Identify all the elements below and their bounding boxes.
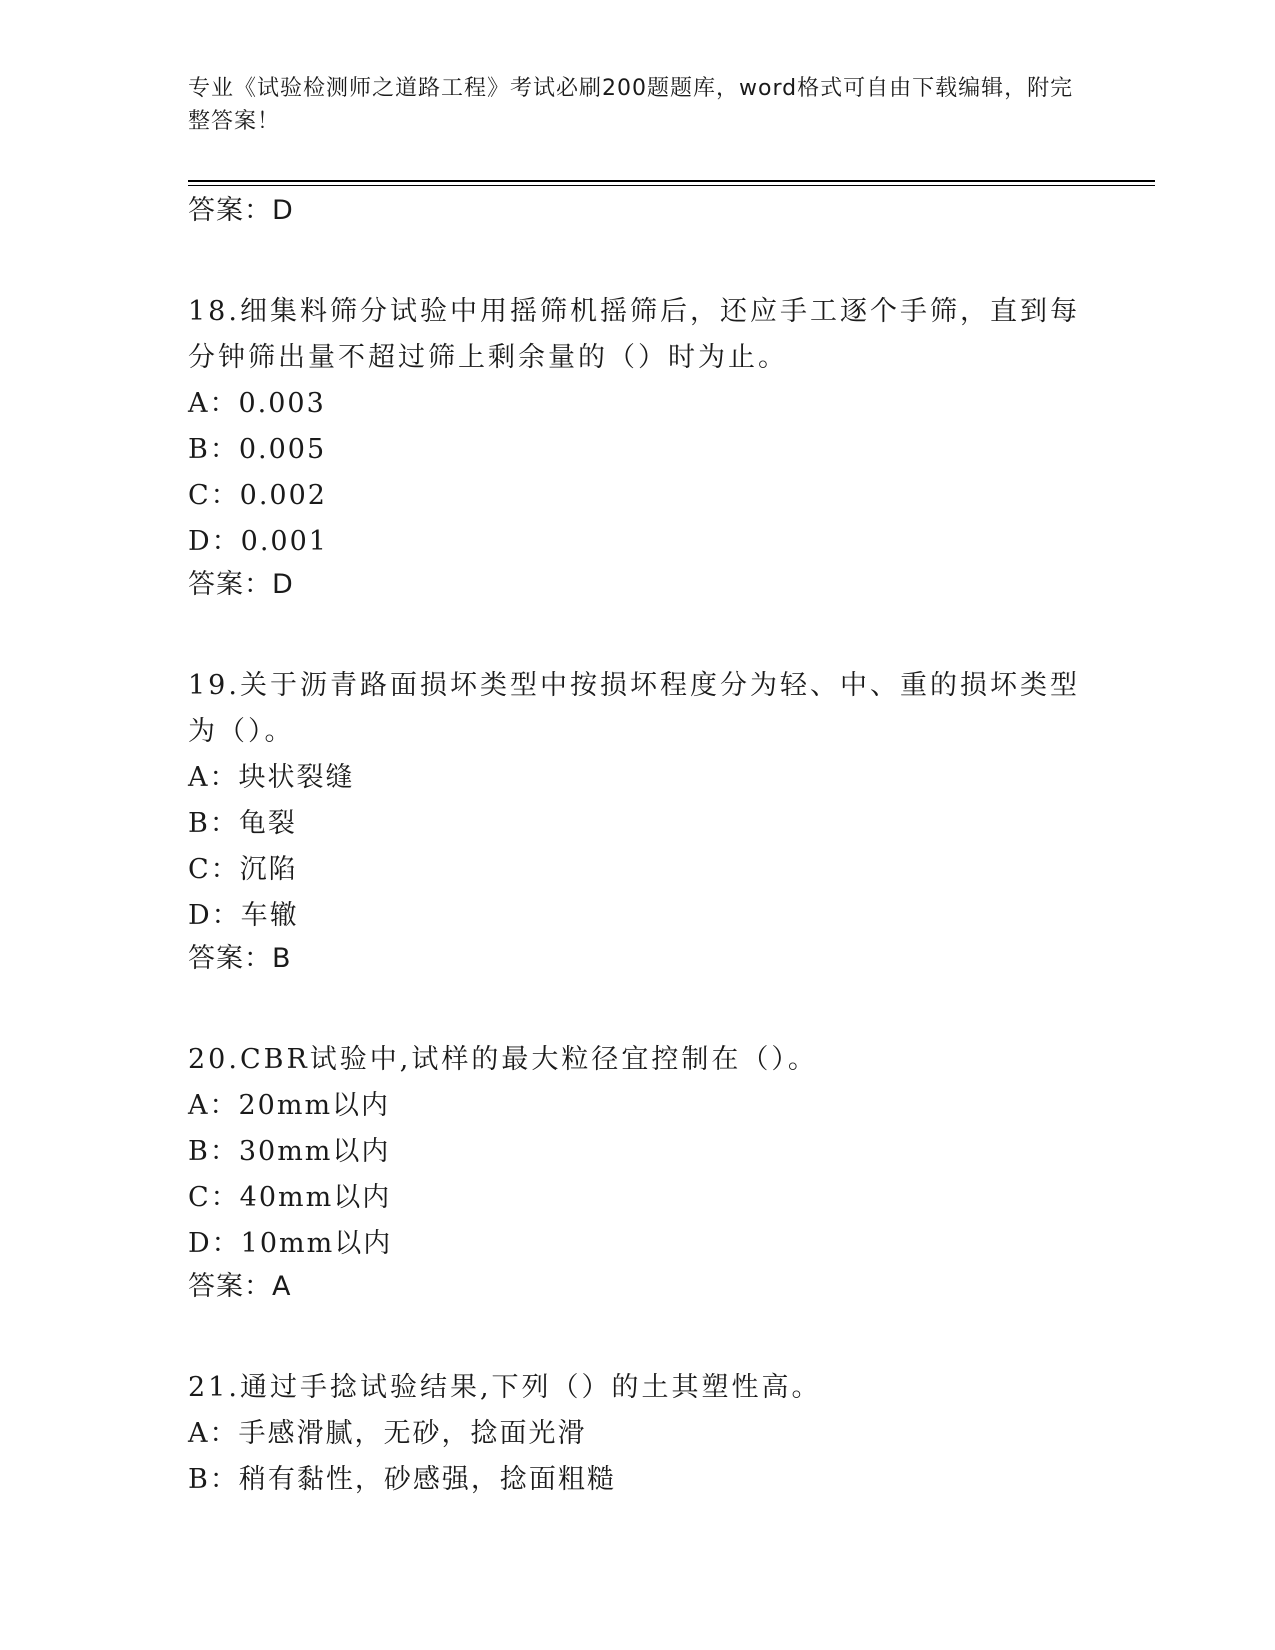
page-header: 专业《试验检测师之道路工程》考试必刷200题题库，word格式可自由下载编辑，附完整答案！ [188,76,1074,134]
question-20 [188,1037,1088,1305]
option-a: A：20mm以内 [188,1090,391,1121]
header-rule-thin [188,185,1155,186]
question-stem: 21.通过手捻试验结果,下列（）的土其塑性高。 [188,1372,822,1403]
answer-line: 答案：D [188,195,294,226]
question-stem: 18.细集料筛分试验中用摇筛机摇筛后，还应手工逐个手筛，直到每分钟筛出量不超过筛上剩余量的（）时为止。 [188,296,1080,373]
answer-line: 答案：A [188,1271,292,1302]
question-18 [188,289,1088,603]
option-c: C：0.002 [188,480,327,511]
answer-line: 答案：D [188,569,294,600]
option-d: D：0.001 [188,526,328,557]
document-body [188,193,1088,1503]
question-19 [188,663,1088,977]
option-c: C：40mm以内 [188,1182,392,1213]
option-b: B：稍有黏性，砂感强，捻面粗糙 [188,1464,616,1495]
option-d: D：10mm以内 [188,1228,393,1259]
option-a: A：块状裂缝 [188,762,355,793]
option-a: A：0.003 [188,388,326,419]
question-21 [188,1365,1088,1503]
option-b: B：龟裂 [188,808,297,839]
question-stem: 19.关于沥青路面损坏类型中按损坏程度分为轻、中、重的损坏类型为（）。 [188,670,1080,747]
option-a: A：手感滑腻，无砂，捻面光滑 [188,1418,587,1449]
option-b: B：0.005 [188,434,327,465]
option-d: D：车辙 [188,900,299,931]
answer-line: 答案：B [188,943,292,974]
question-stem: 20.CBR试验中,试样的最大粒径宜控制在（）。 [188,1044,818,1075]
header-rule-thick [188,180,1155,182]
option-c: C：沉陷 [188,854,298,885]
option-b: B：30mm以内 [188,1136,391,1167]
